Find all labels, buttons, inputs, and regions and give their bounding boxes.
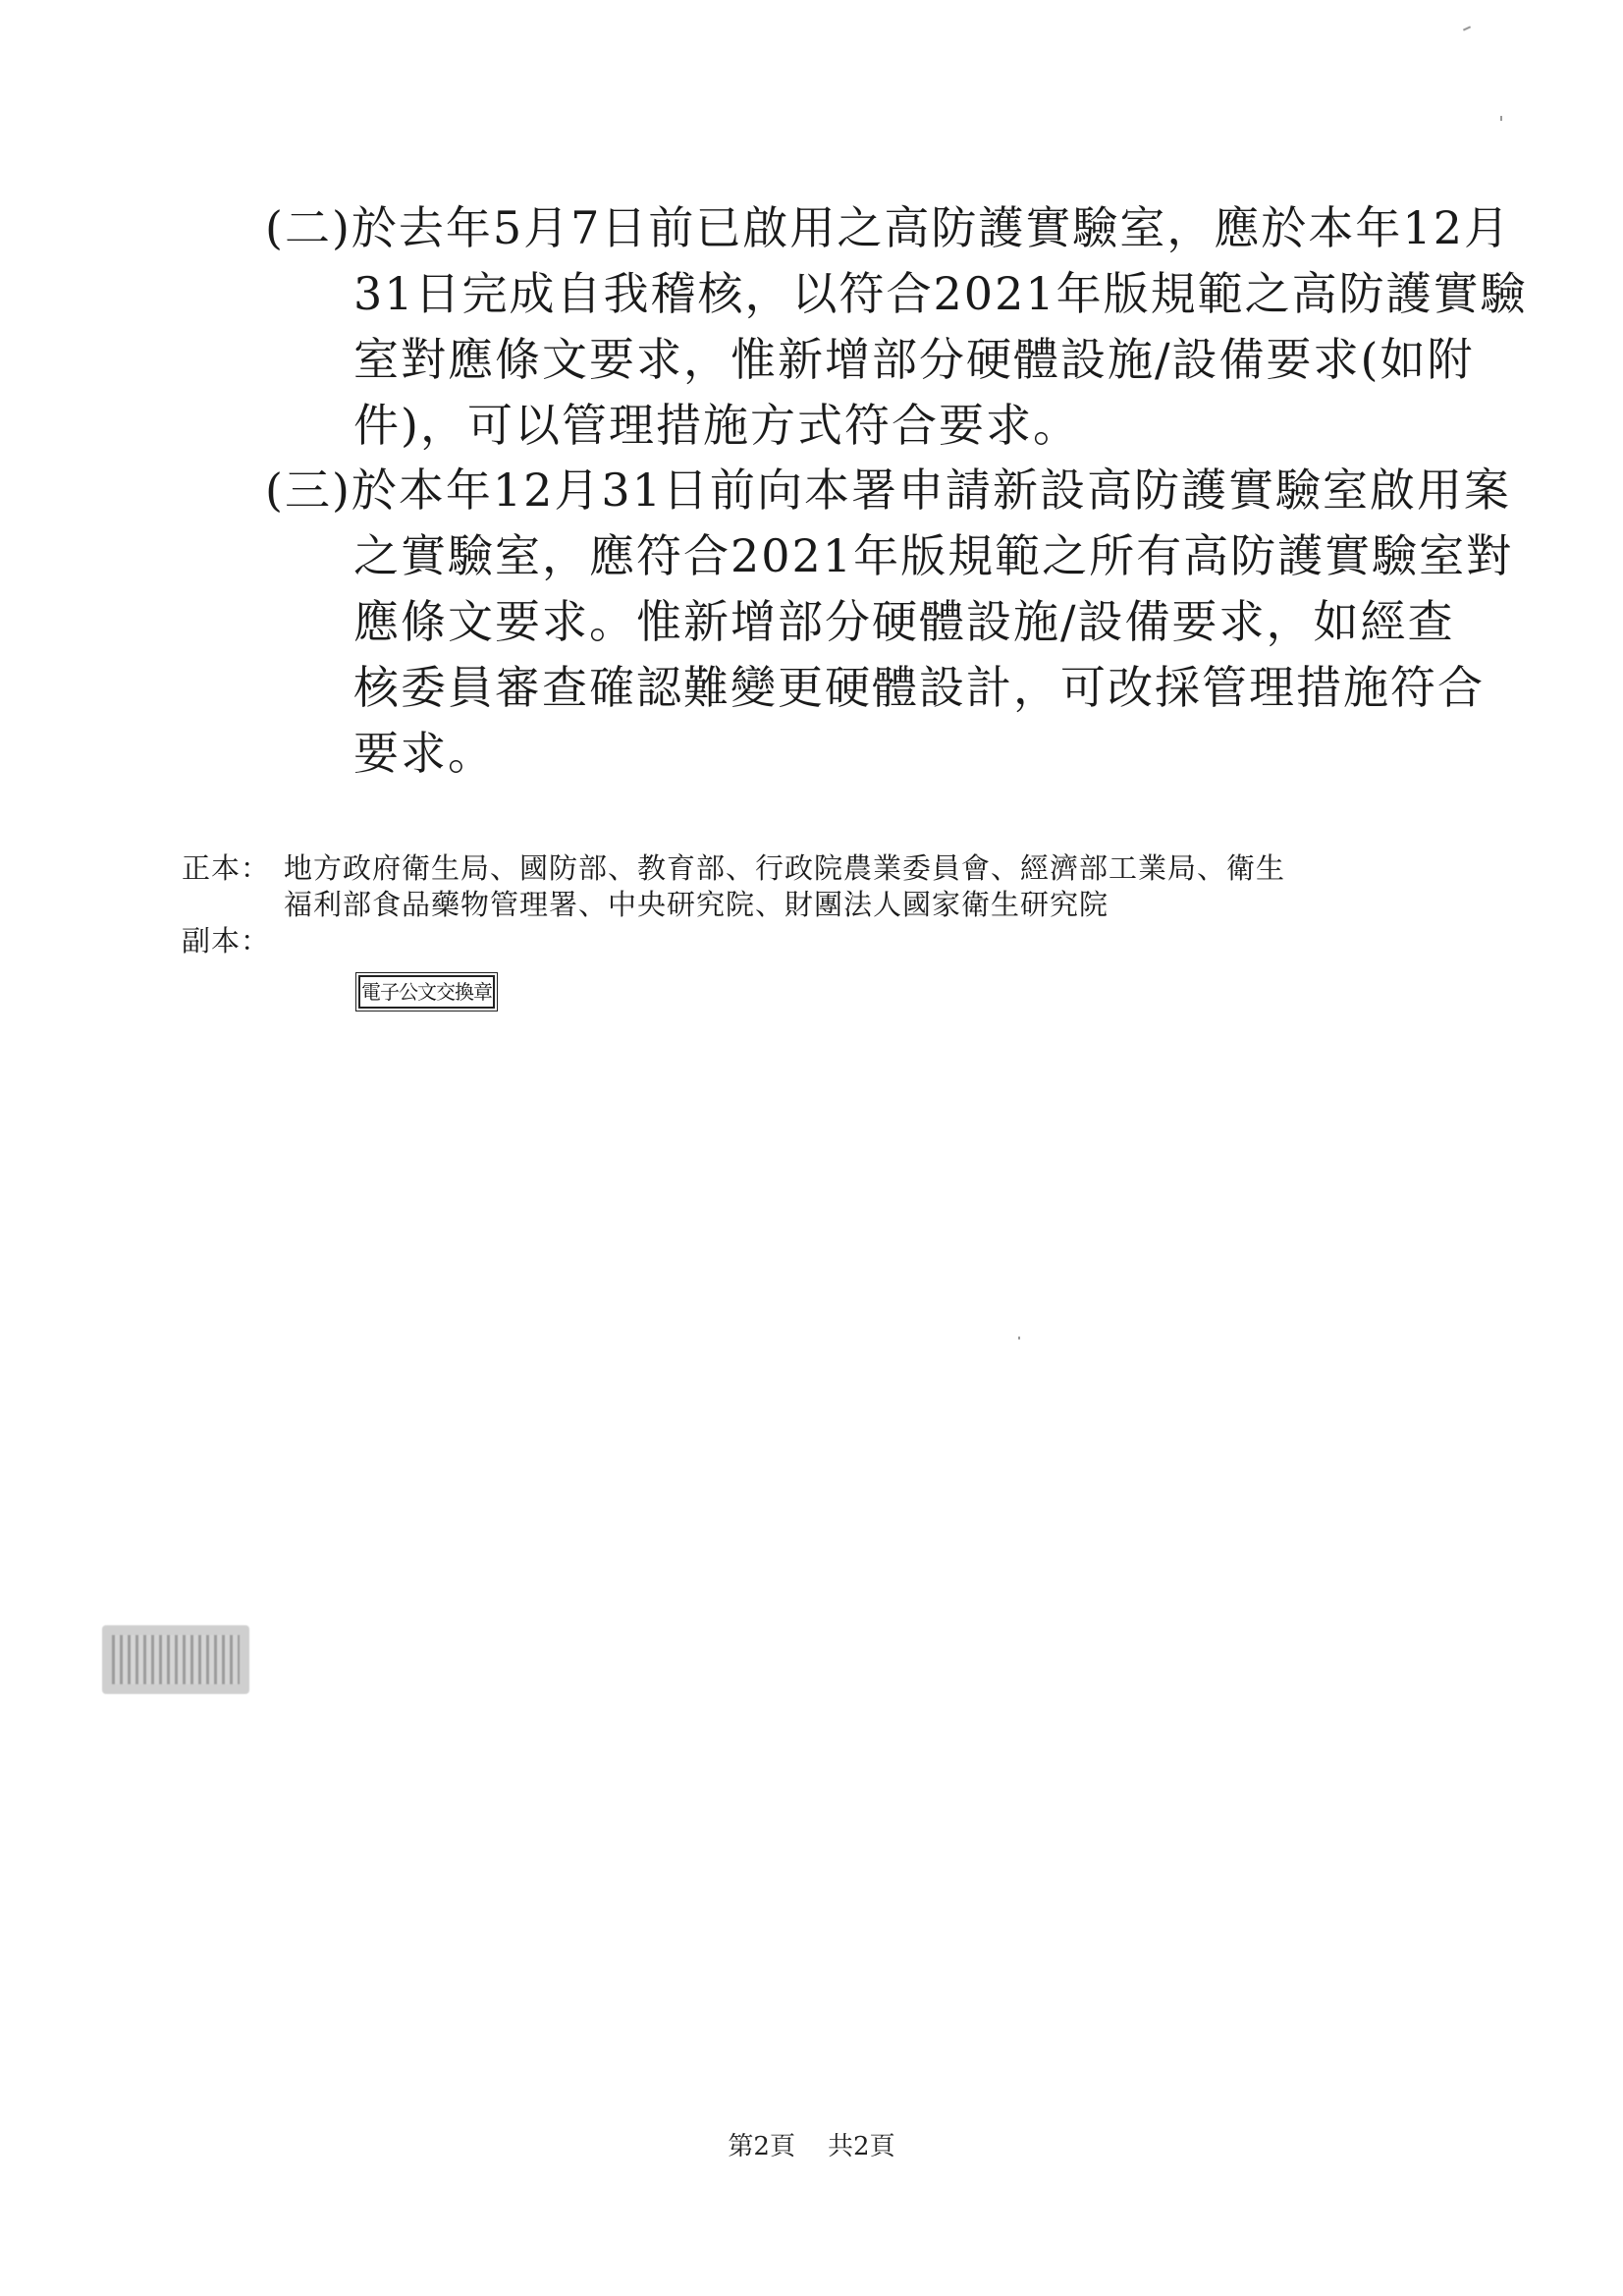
- clause-2-line-2: 31日完成自我稽核，以符合2021年版規範之高防護實驗: [353, 267, 1528, 320]
- agency-seal-image: [102, 1625, 249, 1694]
- clause-3-line-1: (三)於本年12月31日前向本署申請新設高防護實驗室啟用案: [265, 464, 1511, 517]
- clause-3-line-3: 應條文要求。惟新增部分硬體設施/設備要求，如經查: [353, 595, 1455, 648]
- copy-label: 副本：: [182, 924, 271, 957]
- clause-3-line-2: 之實驗室，應符合2021年版規範之所有高防護實驗室對: [353, 529, 1514, 582]
- scan-speck: [1500, 116, 1502, 121]
- page-footer: [0, 2126, 1623, 2162]
- original-recipients-line-2: 福利部食品藥物管理署、中央研究院、財團法人國家衛生研究院: [284, 888, 1109, 921]
- seal-pattern: [112, 1635, 240, 1684]
- e-document-exchange-stamp: 電子公文交換章: [358, 975, 495, 1009]
- scan-speck: [1018, 1337, 1020, 1339]
- clause-3-line-4: 核委員審查確認難變更硬體設計，可改採管理措施符合: [353, 661, 1485, 714]
- scan-speck: [1463, 26, 1471, 30]
- clause-2-line-4: 件)，可以管理措施方式符合要求。: [353, 399, 1080, 452]
- page-number: 第2頁: [728, 2132, 795, 2161]
- clause-3-line-5: 要求。: [353, 727, 495, 780]
- original-label: 正本：: [182, 851, 271, 885]
- page-total: 共2頁: [828, 2132, 895, 2161]
- clause-2-line-3: 室對應條文要求，惟新增部分硬體設施/設備要求(如附: [353, 333, 1475, 386]
- original-recipients-line-1: 地方政府衛生局、國防部、教育部、行政院農業委員會、經濟部工業局、衛生: [284, 851, 1286, 885]
- clause-2-line-1: (二)於去年5月7日前已啟用之高防護實驗室，應於本年12月: [265, 201, 1511, 254]
